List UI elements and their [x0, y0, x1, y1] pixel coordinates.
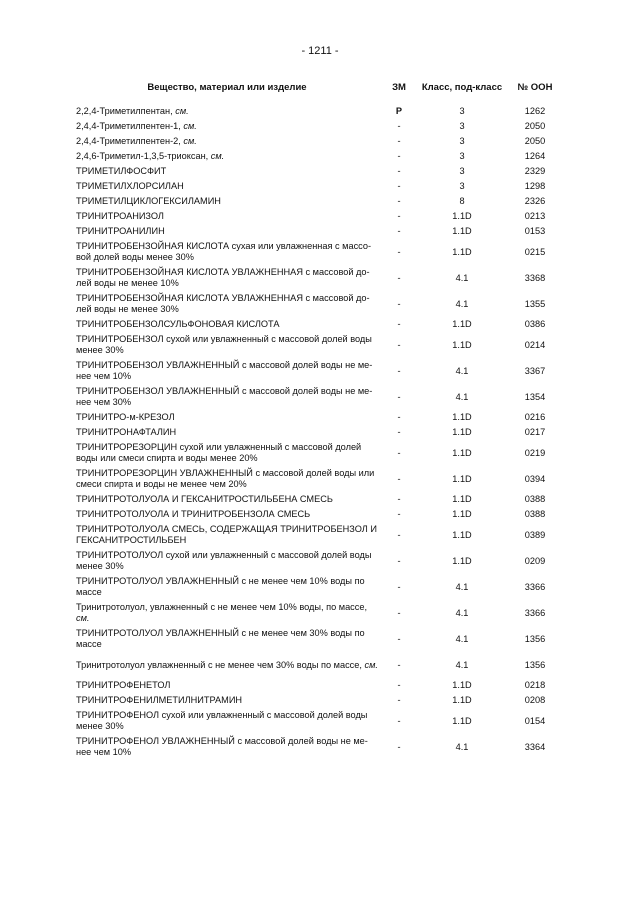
substance-name	[76, 179, 378, 194]
class-value: 1.1D	[452, 447, 472, 458]
substance-name-text: ТРИНИТРОРЕЗОРЦИН УВЛАЖНЕННЫЙ с массовой долей воды или смеси спирта и воды не менее чем 20%	[76, 468, 375, 489]
zm-value: -	[397, 136, 401, 146]
zm-value: -	[397, 196, 401, 206]
un-number-value: 2326	[524, 196, 546, 206]
zm-value: -	[397, 607, 401, 618]
zm-value: -	[397, 211, 401, 221]
table-row	[76, 425, 566, 440]
zm-value: -	[397, 181, 401, 191]
class-value: 1.1D	[452, 473, 472, 484]
substance-name-text: ТРИНИТРО-м-КРЕЗОЛ	[76, 412, 175, 422]
table-row	[76, 574, 566, 600]
un-number-value: 1356	[524, 633, 546, 644]
table-row	[76, 652, 566, 678]
zm-value: -	[397, 319, 401, 329]
table-row	[76, 179, 566, 194]
substance-name	[76, 440, 378, 466]
un-number-value: 0388	[524, 494, 546, 504]
zm-value: -	[397, 391, 401, 402]
substance-name-text: ТРИМЕТИЛЦИКЛОГЕКСИЛАМИН	[76, 196, 221, 206]
zm-value: -	[397, 581, 401, 592]
un-number-value: 2050	[524, 136, 546, 146]
table-row	[76, 358, 566, 384]
class-value: 3	[459, 106, 465, 116]
un-number-value: 3364	[524, 741, 546, 752]
see-reference: см.	[183, 121, 197, 131]
zm-value: -	[397, 680, 401, 690]
zm-value: -	[397, 555, 401, 566]
substance-name	[76, 425, 378, 440]
class-value: 1.1D	[452, 211, 472, 221]
substance-name	[76, 466, 378, 492]
class-value: 1.1D	[452, 695, 472, 705]
substance-name-text: Тринитротолуол, увлажненный с не менее чем 10% воды, по массе,	[76, 602, 368, 612]
substance-name	[76, 548, 378, 574]
see-reference: см.	[210, 151, 225, 161]
class-value: 1.1D	[452, 529, 472, 540]
zm-value: -	[397, 246, 401, 257]
zm-value: -	[397, 715, 401, 726]
substance-name-text: ТРИНИТРОБЕНЗОЛ УВЛАЖНЕННЫЙ с массовой долей воды не ме-нее чем 30%	[76, 386, 373, 407]
class-value: 1.1D	[452, 412, 472, 422]
class-value: 1.1D	[452, 319, 472, 329]
class-value: 3	[459, 136, 465, 146]
page-number: - 1211 -	[301, 45, 339, 57]
class-value: 1.1D	[452, 226, 472, 236]
substance-name	[76, 384, 378, 410]
table-row	[76, 466, 566, 492]
substance-name	[76, 734, 378, 760]
table-row	[76, 104, 566, 119]
substance-name	[76, 209, 378, 224]
table-row	[76, 317, 566, 332]
substance-name	[76, 652, 378, 678]
class-value: 3	[459, 166, 465, 176]
un-number-value: 1262	[524, 106, 546, 116]
table-row	[76, 134, 566, 149]
un-number-value: 0216	[524, 412, 546, 422]
table-row	[76, 149, 566, 164]
zm-value: -	[397, 529, 401, 540]
substance-name-text: ТРИНИТРОТОЛУОЛ УВЛАЖНЕННЫЙ с не менее чем 30% воды по массе	[76, 628, 365, 649]
table-row	[76, 734, 566, 760]
substance-name-text: Тринитротолуол увлажненный с не менее чем 30% воды по массе,	[76, 659, 362, 670]
class-value: 4.1	[455, 298, 469, 309]
substance-name-text: ТРИНИТРОТОЛУОЛА СМЕСЬ, СОДЕРЖАЩАЯ ТРИНИТРОБЕНЗОЛ И ГЕКСАНИТРОСТИЛЬБЕН	[76, 524, 377, 545]
substance-name-text: ТРИНИТРОФЕНОЛ сухой или увлажненный с массовой долей воды менее 30%	[76, 710, 368, 731]
substance-name	[76, 507, 378, 522]
substance-name	[76, 626, 378, 652]
substance-name-text: ТРИНИТРОАНИЗОЛ	[76, 211, 164, 221]
zm-value: -	[397, 447, 401, 458]
class-value: 1.1D	[452, 509, 472, 519]
zm-value: -	[397, 509, 401, 519]
un-number-value: 0214	[524, 339, 546, 350]
zm-value: -	[397, 427, 401, 437]
zm-value: Р	[395, 106, 403, 116]
zm-value: -	[397, 412, 401, 422]
substance-name-text: ТРИНИТРОФЕНЕТОЛ	[76, 680, 171, 690]
substance-name-text: ТРИНИТРОАНИЛИН	[76, 226, 165, 236]
substance-name-text: ТРИНИТРОБЕНЗОЛСУЛЬФОНОВАЯ КИСЛОТА	[76, 319, 280, 329]
substance-name-text: ТРИМЕТИЛХЛОРСИЛАН	[76, 181, 184, 191]
substance-name-text: ТРИНИТРОБЕНЗОЛ УВЛАЖНЕННЫЙ с массовой долей воды не ме-нее чем 10%	[76, 360, 373, 381]
substance-name-text: ТРИНИТРОНАФТАЛИН	[76, 427, 177, 437]
class-value: 3	[459, 151, 465, 161]
class-value: 4.1	[455, 607, 469, 618]
zm-value: -	[397, 151, 401, 161]
substance-name	[76, 574, 378, 600]
substance-name	[76, 708, 378, 734]
zm-value: -	[397, 298, 401, 309]
table-header-row	[76, 70, 566, 104]
class-value: 1.1D	[452, 680, 472, 690]
substance-name-text: ТРИНИТРОБЕНЗОЙНАЯ КИСЛОТА УВЛАЖНЕННАЯ с массовой до-лей воды не менее 30%	[76, 293, 370, 314]
un-number-value: 0386	[524, 319, 546, 329]
substance-name	[76, 164, 378, 179]
zm-value: -	[397, 272, 401, 283]
class-value: 1.1D	[452, 555, 472, 566]
substance-name	[76, 134, 378, 149]
substance-name	[76, 317, 378, 332]
header-class: Класс, под-класс	[421, 81, 503, 93]
un-number-value: 0394	[524, 473, 546, 484]
zm-value: -	[397, 473, 401, 484]
class-value: 1.1D	[452, 246, 472, 257]
substance-name-text: ТРИНИТРОБЕНЗОЙНАЯ КИСЛОТА УВЛАЖНЕННАЯ с массовой до-лей воды не менее 10%	[76, 267, 370, 288]
class-value: 4.1	[455, 391, 469, 402]
un-number-value: 3367	[524, 365, 546, 376]
table-row	[76, 332, 566, 358]
substance-name	[76, 224, 378, 239]
un-number-value: 0213	[524, 211, 546, 221]
un-number-value: 0388	[524, 509, 546, 519]
un-number-value: 0209	[524, 555, 546, 566]
substance-name	[76, 678, 378, 693]
table-row	[76, 507, 566, 522]
class-value: 8	[459, 196, 465, 206]
substance-name	[76, 600, 378, 626]
zm-value: -	[397, 494, 401, 504]
zm-value: -	[397, 741, 401, 752]
substance-name	[76, 522, 378, 548]
zm-value: -	[397, 365, 401, 376]
class-value: 3	[459, 121, 465, 131]
substance-name-text: ТРИНИТРОФЕНИЛМЕТИЛНИТРАМИН	[76, 695, 243, 705]
substance-name	[76, 410, 378, 425]
see-reference: см.	[76, 613, 90, 623]
table-row	[76, 291, 566, 317]
un-number-value: 0154	[524, 715, 546, 726]
zm-value: -	[397, 633, 401, 644]
table-row	[76, 164, 566, 179]
substance-name	[76, 693, 378, 708]
substance-name-text: 2,4,6-Триметил-1,3,5-триоксан,	[76, 151, 209, 161]
un-number-value: 3366	[524, 607, 546, 618]
class-value: 4.1	[455, 581, 469, 592]
see-reference: см.	[364, 659, 378, 670]
zm-value: -	[397, 166, 401, 176]
substance-name	[76, 291, 378, 317]
un-number-value: 0208	[524, 695, 546, 705]
table-row	[76, 384, 566, 410]
substance-name	[76, 492, 378, 507]
substance-name-text: ТРИНИТРОТОЛУОЛ УВЛАЖНЕННЫЙ с не менее чем 10% воды по массе	[76, 576, 365, 597]
substance-name	[76, 104, 378, 119]
un-number-value: 3366	[524, 581, 546, 592]
substance-name-text: 2,4,4-Триметилпентен-1,	[76, 121, 181, 131]
class-value: 1.1D	[452, 715, 472, 726]
table-row	[76, 265, 566, 291]
substance-name-text: ТРИНИТРОБЕНЗОЛ сухой или увлажненный с массовой долей воды менее 30%	[76, 334, 372, 355]
table-row	[76, 410, 566, 425]
substance-name	[76, 358, 378, 384]
class-value: 4.1	[455, 365, 469, 376]
un-number-value: 1354	[524, 391, 546, 402]
zm-value: -	[397, 121, 401, 131]
substance-name	[76, 149, 378, 164]
table-row	[76, 626, 566, 652]
substance-name-text: ТРИНИТРОТОЛУОЛ сухой или увлажненный с массовой долей воды менее 30%	[76, 550, 372, 571]
class-value: 1.1D	[452, 494, 472, 504]
substance-name-text: ТРИМЕТИЛФОСФИТ	[76, 166, 167, 176]
class-value: 4.1	[455, 633, 469, 644]
un-number-value: 2050	[524, 121, 546, 131]
table-row	[76, 209, 566, 224]
table-row	[76, 440, 566, 466]
see-reference: см.	[183, 136, 197, 146]
table-row	[76, 522, 566, 548]
table-row	[76, 119, 566, 134]
un-number-value: 0153	[524, 226, 546, 236]
substance-name	[76, 265, 378, 291]
substance-name-text: 2,2,4-Триметилпентан,	[76, 106, 173, 116]
substance-name-text: ТРИНИТРОБЕНЗОЙНАЯ КИСЛОТА сухая или увлажненная с массо-вой долей воды менее 30%	[76, 241, 372, 262]
table-row	[76, 492, 566, 507]
table-row	[76, 600, 566, 626]
header-substance: Вещество, материал или изделие	[147, 81, 307, 93]
un-number-value: 1298	[524, 181, 546, 191]
zm-value: -	[397, 339, 401, 350]
substance-table	[76, 70, 566, 760]
class-value: 4.1	[455, 741, 469, 752]
class-value: 4.1	[455, 659, 469, 670]
table-row	[76, 708, 566, 734]
substance-name-text: ТРИНИТРОТОЛУОЛА И ГЕКСАНИТРОСТИЛЬБЕНА СМЕСЬ	[76, 494, 333, 504]
header-zm: ЗМ	[392, 81, 406, 93]
un-number-value: 0217	[524, 427, 546, 437]
table-row	[76, 548, 566, 574]
substance-name	[76, 239, 378, 265]
substance-name	[76, 332, 378, 358]
zm-value: -	[397, 226, 401, 236]
substance-name	[76, 194, 378, 209]
zm-value: -	[397, 695, 401, 705]
un-number-value: 0218	[524, 680, 546, 690]
class-value: 3	[459, 181, 465, 191]
table-body	[76, 104, 566, 760]
table-row	[76, 693, 566, 708]
un-number-value: 1264	[524, 151, 546, 161]
substance-name-text: ТРИНИТРОФЕНОЛ УВЛАЖНЕННЫЙ с массовой долей воды не ме-нее чем 10%	[76, 736, 368, 757]
un-number-value: 1355	[524, 298, 546, 309]
class-value: 1.1D	[452, 339, 472, 350]
table-row	[76, 194, 566, 209]
un-number-value: 0219	[524, 447, 546, 458]
un-number-value: 3368	[524, 272, 546, 283]
table-row	[76, 239, 566, 265]
table-row	[76, 224, 566, 239]
table-row	[76, 678, 566, 693]
un-number-value: 2329	[524, 166, 546, 176]
un-number-value: 0215	[524, 246, 546, 257]
header-un-number: № ООН	[517, 81, 553, 93]
class-value: 1.1D	[452, 427, 472, 437]
un-number-value: 1356	[524, 659, 546, 670]
zm-value: -	[397, 659, 401, 670]
un-number-value: 0389	[524, 529, 546, 540]
substance-name-text: ТРИНИТРОТОЛУОЛА И ТРИНИТРОБЕНЗОЛА СМЕСЬ	[76, 509, 311, 519]
see-reference: см.	[175, 106, 189, 116]
substance-name-text: ТРИНИТРОРЕЗОРЦИН сухой или увлажненный с массовой долей воды или смеси спирта и воды менее 20%	[76, 442, 362, 463]
substance-name	[76, 119, 378, 134]
substance-name-text: 2,4,4-Триметилпентен-2,	[76, 136, 181, 146]
class-value: 4.1	[455, 272, 469, 283]
